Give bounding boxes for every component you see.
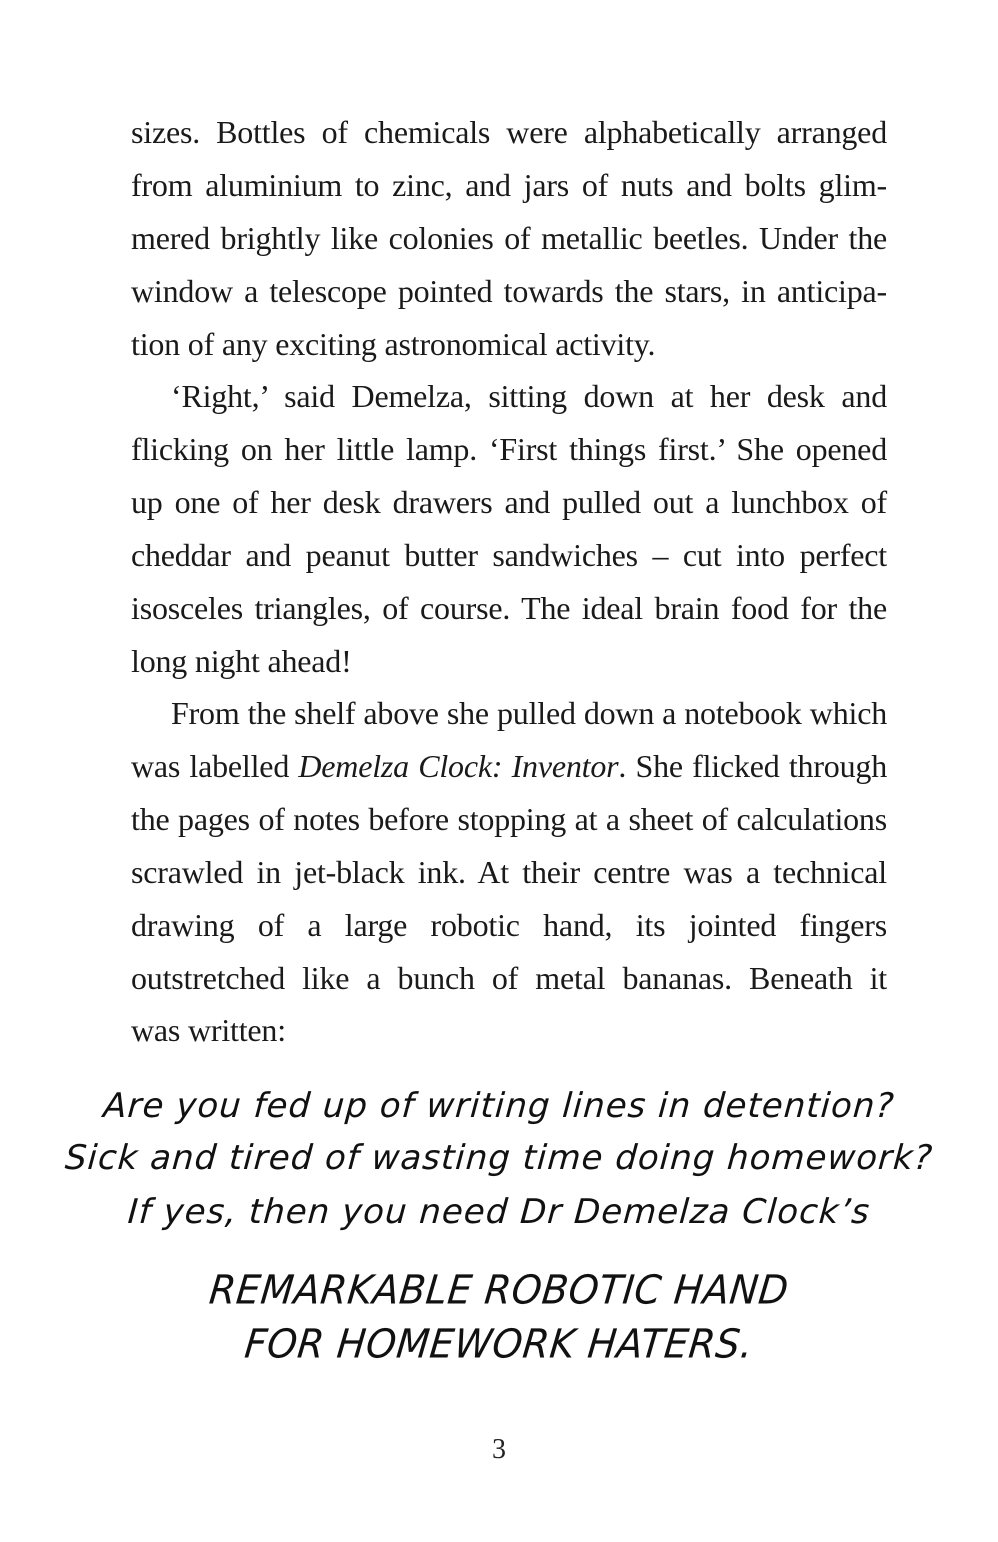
text-line: cheddar and peanut butter sandwiches – cut into perfect bbox=[131, 537, 887, 573]
text-line: tion of any exciting astronomical activity. bbox=[131, 326, 656, 362]
text-line: window a telescope pointed towards the stars, in anticipa- bbox=[131, 273, 887, 309]
handwritten-heading: FOR HOMEWORK HATERS. bbox=[242, 1320, 756, 1368]
text-line: flicking on her little lamp. ‘First things first.’ She opened bbox=[131, 431, 887, 467]
handwritten-line: Sick and tired of wasting time doing homework? bbox=[63, 1138, 935, 1178]
text-line: sizes. Bottles of chemicals were alphabetically arranged bbox=[131, 114, 887, 150]
handwritten-line: Are you fed up of writing lines in detention? bbox=[102, 1086, 896, 1126]
text-line: From the shelf above she pulled down a notebook which bbox=[171, 695, 887, 731]
text-line: ‘Right,’ said Demelza, sitting down at her desk and bbox=[171, 378, 887, 414]
handwritten-line: If yes, then you need Dr Demelza Clock’s bbox=[126, 1192, 872, 1232]
text-line: drawing of a large robotic hand, its jointed fingers bbox=[131, 907, 887, 943]
text-line: up one of her desk drawers and pulled out a lunchbox of bbox=[131, 484, 887, 520]
notebook-title: Demelza Clock: Inventor bbox=[298, 748, 619, 784]
page-number: 3 bbox=[492, 1434, 506, 1465]
text-line: outstretched like a bunch of metal bananas. Beneath it bbox=[131, 960, 887, 996]
text-line: long night ahead! bbox=[131, 643, 352, 679]
text-segment: . She flicked through bbox=[618, 748, 887, 784]
text-line: from aluminium to zinc, and jars of nuts and bolts glim- bbox=[131, 167, 887, 203]
text-segment: was labelled bbox=[131, 748, 299, 784]
text-line: was written: bbox=[131, 1012, 286, 1048]
text-line: isosceles triangles, of course. The ideal brain food for the bbox=[131, 590, 887, 626]
handwritten-heading: REMARKABLE ROBOTIC HAND bbox=[207, 1266, 791, 1314]
text-line: the pages of notes before stopping at a sheet of calculations bbox=[131, 801, 887, 837]
text-line: scrawled in jet-black ink. At their centre was a technical bbox=[131, 854, 887, 890]
text-line bbox=[131, 740, 887, 793]
text-line: mered brightly like colonies of metallic beetles. Under the bbox=[131, 220, 887, 256]
